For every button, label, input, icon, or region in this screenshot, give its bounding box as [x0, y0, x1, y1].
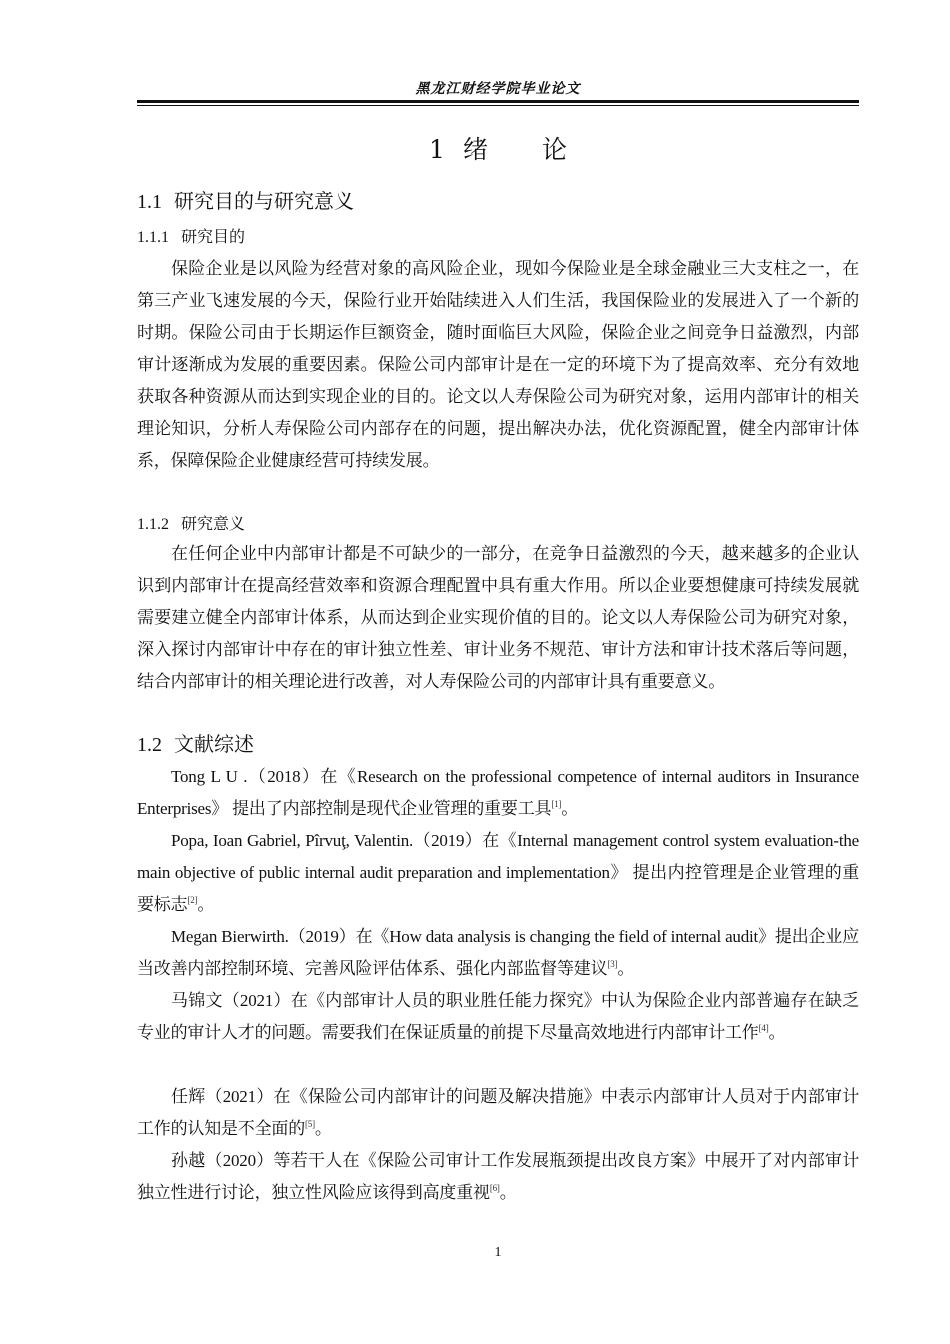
literature-entry [137, 825, 859, 921]
chapter-heading [137, 130, 859, 170]
literature-entry [137, 1145, 859, 1209]
citation-ref[interactable]: [4] [758, 1023, 769, 1033]
section-number: 1.2 [137, 734, 162, 756]
section-heading-1-1 [137, 186, 354, 216]
chapter-title-part1: 绪 [462, 135, 488, 164]
literature-end: 。 [314, 1119, 332, 1138]
citation-ref[interactable]: [2] [187, 895, 198, 905]
literature-entry [137, 921, 859, 985]
page-number: 1 [494, 1245, 502, 1260]
literature-end: 。 [197, 895, 215, 914]
citation-ref[interactable]: [3] [607, 959, 618, 969]
paragraph-research-significance: 在任何企业中内部审计都是不可缺少的一部分，在竞争日益激烈的今天，越来越多的企业认识到内部审计在提高经营效率和资源合理配置中具有重大作用。所以企业要想健康可持续发展就需要建立健全内部审计体系，从而达到企业实现价值的目的。论文以人寿保险公司为研究对象，深入探讨内部审计中存在的审计独立性差、审计业务不规范、审计方法和审计技术落后等问题，结合内部审计的相关理论进行改善，对人寿保险公司的内部审计具有重要意义。 [137, 544, 859, 692]
citation-ref[interactable]: [5] [305, 1119, 315, 1129]
chapter-number: 1 [429, 135, 445, 164]
literature-text: Tong L U .（2018）在《Research on the professional competence of internal auditors in Insurance Enterprises》 提出了内部控制是现代企业管理的重要工具 [137, 767, 859, 818]
header-rule-thin [137, 105, 859, 106]
literature-text: Popa, Ioan Gabriel, Pîrvuţ, Valentin.（2019）在《Internal management control system evaluation-the main objective of public internal audit preparation and implementation》 提出内控管理是企业管理的重要标志 [137, 831, 859, 914]
citation-ref[interactable]: [1] [551, 799, 562, 809]
subsection-number: 1.1.1 [137, 229, 169, 246]
subsection-number: 1.1.2 [137, 516, 169, 533]
literature-text: 孙越（2020）等若干人在《保险公司审计工作发展瓶颈提出改良方案》中展开了对内部审计独立性进行讨论，独立性风险应该得到高度重视 [137, 1151, 859, 1202]
chapter-title-part2: 论 [541, 135, 567, 164]
literature-entry [137, 761, 859, 825]
literature-end: 。 [561, 799, 579, 818]
subsection-heading-1-1-2 [137, 511, 245, 537]
literature-end: 。 [617, 959, 635, 978]
literature-end: 。 [499, 1183, 517, 1202]
literature-entry [137, 1081, 859, 1145]
literature-text: Megan Bierwirth.（2019）在《How data analysis is changing the field of internal audit》提出企业应当改善内部控制环境、完善风险评估体系、强化内部监督等建议 [137, 927, 859, 978]
section-number: 1.1 [137, 191, 162, 213]
subsection-title: 研究目的 [181, 227, 246, 246]
literature-text: 马锦文（2021）在《内部审计人员的职业胜任能力探究》中认为保险企业内部普遍存在缺乏专业的审计人才的问题。需要我们在保证质量的前提下尽量高效地进行内部审计工作 [137, 991, 859, 1042]
paragraph-research-purpose: 保险企业是以风险为经营对象的高风险企业，现如今保险业是全球金融业三大支柱之一，在第三产业飞速发展的今天，保险行业开始陆续进入人们生活，我国保险业的发展进入了一个新的时期。保险公司由于长期运作巨额资金，随时面临巨大风险，保险企业之间竞争日益激烈，内部审计逐渐成为发展的重要因素。保险公司内部审计是在一定的环境下为了提高效率、充分有效地获取各种资源从而达到实现企业的目的。论文以人寿保险公司为研究对象，运用内部审计的相关理论知识，分析人寿保险公司内部存在的问题，提出解决办法，优化资源配置，健全内部审计体系，保障保险企业健康经营可持续发展。 [137, 259, 859, 471]
section-title: 研究目的与研究意义 [174, 189, 354, 213]
section-title: 文献综述 [174, 732, 254, 756]
literature-entry [137, 985, 859, 1049]
subsection-title: 研究意义 [181, 514, 246, 533]
literature-text: 任辉（2021）在《保险公司内部审计的问题及解决措施》中表示内部审计人员对于内部审计工作的认知是不全面的 [137, 1087, 859, 1138]
subsection-heading-1-1-1 [137, 224, 245, 250]
citation-ref[interactable]: [6] [489, 1183, 500, 1193]
running-header: 黑龙江财经学院毕业论文 [415, 81, 581, 97]
literature-end: 。 [768, 1023, 786, 1042]
header-rule-thick [137, 100, 859, 103]
section-heading-1-2 [137, 729, 254, 759]
